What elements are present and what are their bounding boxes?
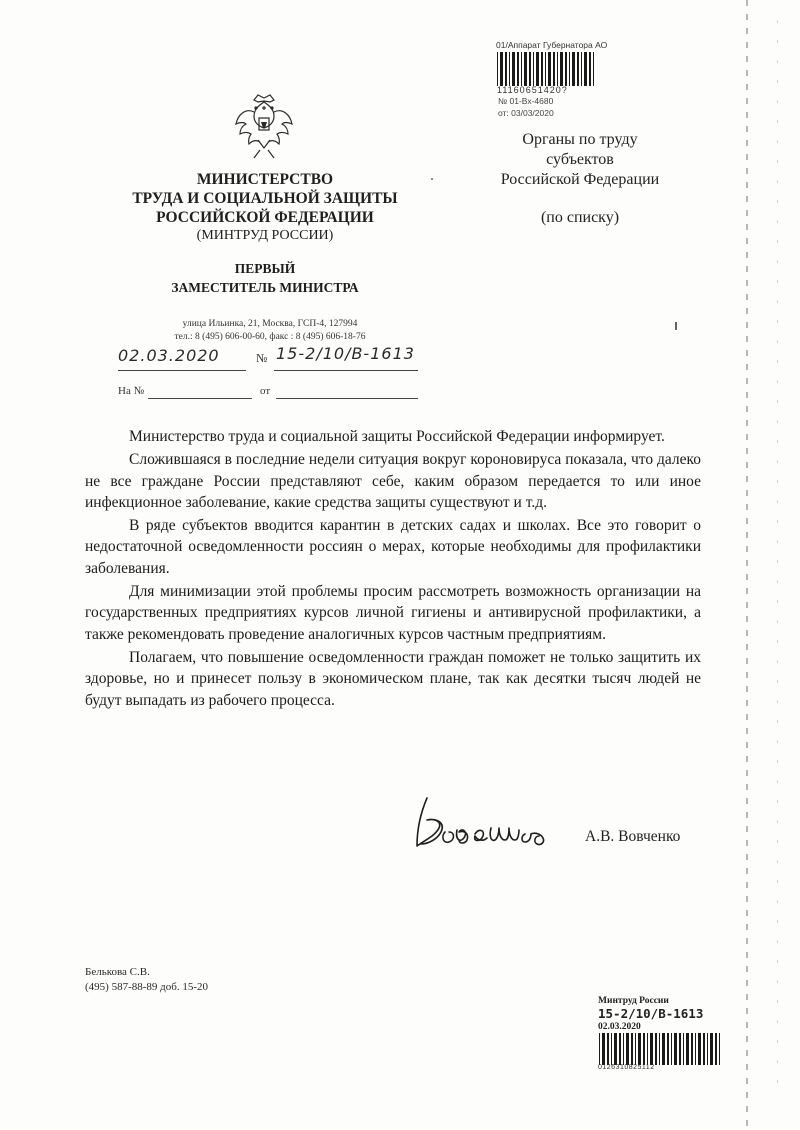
addressee-line: Органы по труду xyxy=(522,131,638,148)
body-paragraph: Министерство труда и социальной защиты Российской Федерации информирует. xyxy=(129,428,665,445)
registration-stamp xyxy=(496,40,646,51)
body-paragraph: Сложившаяся в последние недели ситуация вокруг короновируса показала, что далеко не все граждане России представляют себе, каким образом передается то или иное инфекционное заболевание, какие средства защиты существуют и т.д. xyxy=(85,451,701,511)
outgoing-number: 15-2/10/В-1613 xyxy=(276,344,415,363)
executor-info xyxy=(85,965,208,995)
date-underline xyxy=(118,370,246,371)
org-name-line: РОССИЙСКОЙ ФЕДЕРАЦИИ xyxy=(156,209,374,226)
sender-position-line: ЗАМЕСТИТЕЛЬ МИНИСТРА xyxy=(171,280,359,295)
reply-date-blank xyxy=(276,398,418,399)
stamp-number: 15-2/10/В-1613 xyxy=(598,1006,704,1021)
addressee-list-note: (по списку) xyxy=(540,209,620,226)
sender-position xyxy=(100,259,430,297)
body-paragraph: Полагаем, что повышение осведомленности граждан поможет не только защитить их здоровье, но и принесет пользу в экономическом плане, так как десятки тысяч людей не будут выпадать из рабочего процесса. xyxy=(85,648,701,709)
letterhead xyxy=(100,170,430,297)
reply-number-label: На № xyxy=(118,385,145,397)
executor-phone: (495) 587-88-89 доб. 15-20 xyxy=(85,981,209,993)
body-paragraph: Для минимизации этой проблемы просим рассмотреть возможность организации на государственных предприятиях курсов личной гигиены и антивирусной профилактики, а также рекомендовать проведение аналогичных курсов частным предприятиям. xyxy=(85,583,701,643)
outgoing-date: 02.03.2020 xyxy=(118,346,220,365)
stamp-org: Минтруд России xyxy=(598,996,669,1006)
org-short-name: (МИНТРУД РОССИИ) xyxy=(196,228,334,243)
addressee-block xyxy=(470,130,690,228)
body-paragraph: В ряде субъектов вводится карантин в детских садах и школах. Все это говорит о недостаточной осведомленности россиян о мерах, которые необходимы для профилактики заболевания. xyxy=(85,517,701,577)
reply-date-label: от xyxy=(260,385,271,397)
org-name-line: ТРУДА И СОЦИАЛЬНОЙ ЗАЩИТЫ xyxy=(132,190,398,207)
barcode-number: 11160651420? xyxy=(497,85,568,95)
executor-name: Белькова С.В. xyxy=(85,966,150,978)
scan-mark xyxy=(675,322,677,330)
stamp-date: 02.03.2020 xyxy=(598,1022,641,1032)
scan-edge-line xyxy=(746,0,748,1130)
scan-edge-line xyxy=(777,20,778,1100)
registration-office: 01/Аппарат Губернатора АО xyxy=(496,40,608,50)
number-underline xyxy=(274,370,418,371)
barcode-number: 0126310825112 xyxy=(598,1064,655,1071)
coat-of-arms-icon xyxy=(232,92,296,162)
ministry-registration-stamp xyxy=(598,995,728,1033)
org-name-line: МИНИСТЕРСТВО xyxy=(196,171,334,188)
outgoing-reference xyxy=(118,340,418,370)
barcode-icon xyxy=(598,1033,724,1065)
barcode-icon xyxy=(496,52,596,88)
addressee-line: субъектов xyxy=(546,151,614,168)
letter-body xyxy=(85,426,701,711)
addressee-line: Российской Федерации xyxy=(500,171,660,188)
address-line: улица Ильинка, 21, Москва, ГСП-4, 127994 xyxy=(182,319,358,329)
reply-reference xyxy=(118,382,418,402)
sender-position-line: ПЕРВЫЙ xyxy=(234,261,296,276)
number-sign: № xyxy=(256,351,268,365)
contact-line: тел.: 8 (495) 606-00-60, факс : 8 (495) 606-18-76 xyxy=(174,332,366,342)
incoming-date: от: 03/03/2020 xyxy=(498,108,554,118)
scan-dot xyxy=(431,178,433,180)
signer-name: А.В. Вовченко xyxy=(585,828,681,845)
incoming-number: № 01-Вх-4680 xyxy=(498,96,554,106)
handwritten-signature xyxy=(405,790,575,860)
reply-number-blank xyxy=(148,398,252,399)
